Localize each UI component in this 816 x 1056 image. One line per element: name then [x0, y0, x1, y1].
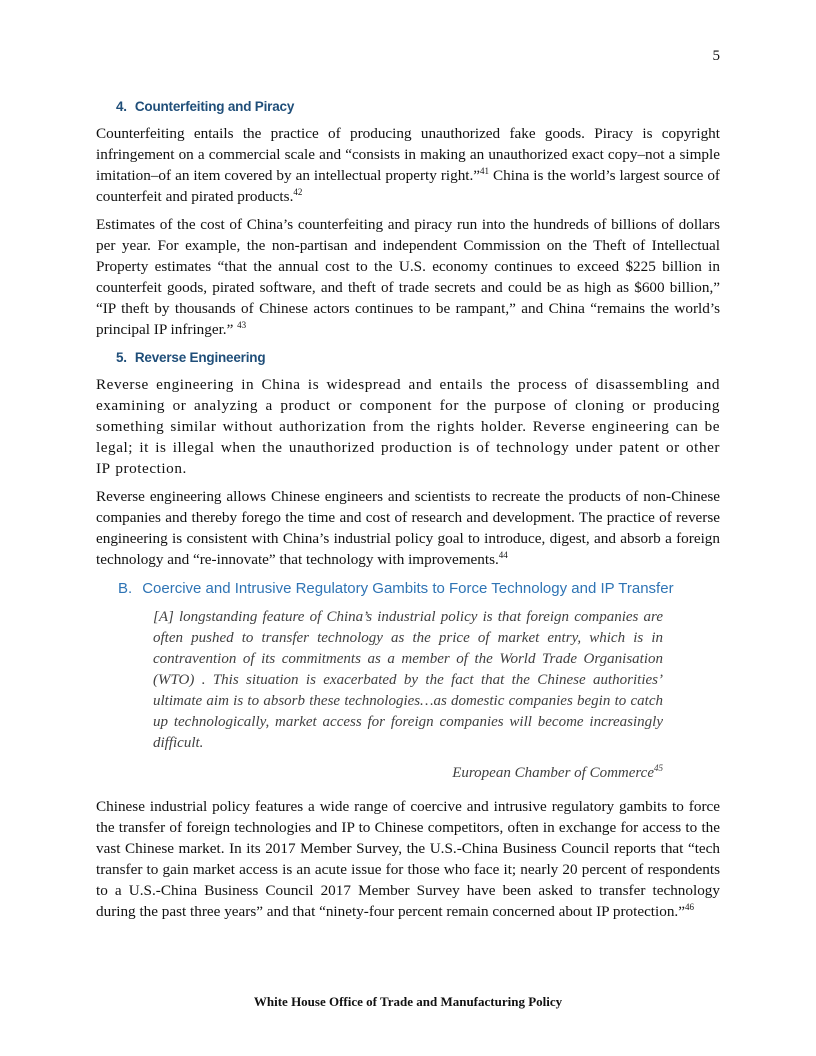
paragraph-reverse-engineering-definition: [96, 374, 720, 479]
footnote-ref: 42: [293, 186, 303, 197]
section-heading-reverse-engineering: [116, 347, 720, 368]
page-footer: White House Office of Trade and Manufacturing Policy: [253, 994, 563, 1009]
paragraph-regulatory-gambits: [96, 796, 720, 922]
subsection-title: Coercive and Intrusive Regulatory Gambits to Force Technology and IP Transfer: [142, 580, 674, 597]
section-number: 4.: [116, 99, 127, 114]
paragraph-reverse-engineering-policy: [96, 486, 720, 570]
section-number: 5.: [116, 350, 127, 365]
paragraph-text: Reverse engineering in China is widespread and entails the process of disassembling and examining or analyzing a product or component for the purpose of cloning or producing something similar without authorization from the rights holder. Reverse engineering can be legal; it is illegal when the unauthorized production is of technology under patent or other IP protection.: [96, 376, 720, 477]
paragraph-text: Chinese industrial policy features a wide range of coercive and intrusive regulatory gambits to force the transfer of foreign technologies and IP to Chinese competitors, often in exchange for access to the vast Chinese market. In its 2017 Member Survey, the U.S.-China Business Council reports that “tech transfer to gain market access is an acute issue for those who face it; nearly 20 percent of respondents to a U.S.-China Business Council 2017 Member Survey have been asked to transfer technology during the past three years” and that “ninety-four percent remain concerned about IP protection.”: [96, 798, 720, 920]
page-number: 5: [712, 48, 720, 64]
footnote-ref: 43: [237, 319, 247, 330]
attribution-text: European Chamber of Commerce: [452, 765, 654, 781]
section-heading-counterfeiting: [116, 96, 720, 117]
section-title: Reverse Engineering: [134, 350, 266, 365]
section-title: Counterfeiting and Piracy: [134, 99, 295, 114]
footnote-ref: 45: [654, 763, 663, 773]
block-quote: [A] longstanding feature of China’s industrial policy is that foreign companies are often pushed to transfer technology as the price of market entry, which is in contravention of its commitments as a member of the World Trade Organisation (WTO) . This situation is exacerbated by the fact that the Chinese authorities’ ultimate aim is to absorb these technologies…as domestic companies begin to catch up technologically, market access for foreign companies will become increasingly difficult.: [153, 609, 663, 751]
quote-attribution: [96, 763, 663, 784]
footnote-ref: 46: [684, 901, 694, 912]
paragraph-text: Reverse engineering allows Chinese engineers and scientists to recreate the products of non-Chinese companies and thereby forego the time and cost of research and development. The practice of reverse engineering is consistent with China’s industrial policy goal to introduce, digest, and absorb a foreign technology and “re-innovate” that technology with improvements.: [96, 488, 720, 568]
footnote-ref: 44: [498, 549, 508, 560]
paragraph-text: Counterfeiting entails the practice of producing unauthorized fake goods. Piracy is copyright infringement on a commercial scale and “consists in making an unauthorized exact copy–not a simple imitation–of an item covered by an intellectual property right.”: [96, 125, 720, 184]
paragraph-counterfeiting-definition: [96, 123, 720, 207]
paragraph-counterfeiting-cost: [96, 214, 720, 340]
subsection-letter: B.: [118, 580, 133, 597]
paragraph-text: Estimates of the cost of China’s counterfeiting and piracy run into the hundreds of billions of dollars per year. For example, the non-partisan and independent Commission on the Theft of Intellectual Property estimates “that the annual cost to the U.S. economy continues to exceed $225 billion in counterfeit goods, pirated software, and theft of trade secrets and could be as high as $600 billion,” “IP theft by thousands of Chinese actors continues to be rampant,” and China “remains the world’s principal IP infringer.”: [96, 216, 720, 338]
page-content: [96, 96, 720, 929]
footnote-ref: 41: [480, 165, 490, 176]
paragraph-text: China is the world’s largest source of counterfeit and pirated products.: [96, 167, 720, 205]
subsection-heading-regulatory-gambits: [118, 578, 720, 599]
